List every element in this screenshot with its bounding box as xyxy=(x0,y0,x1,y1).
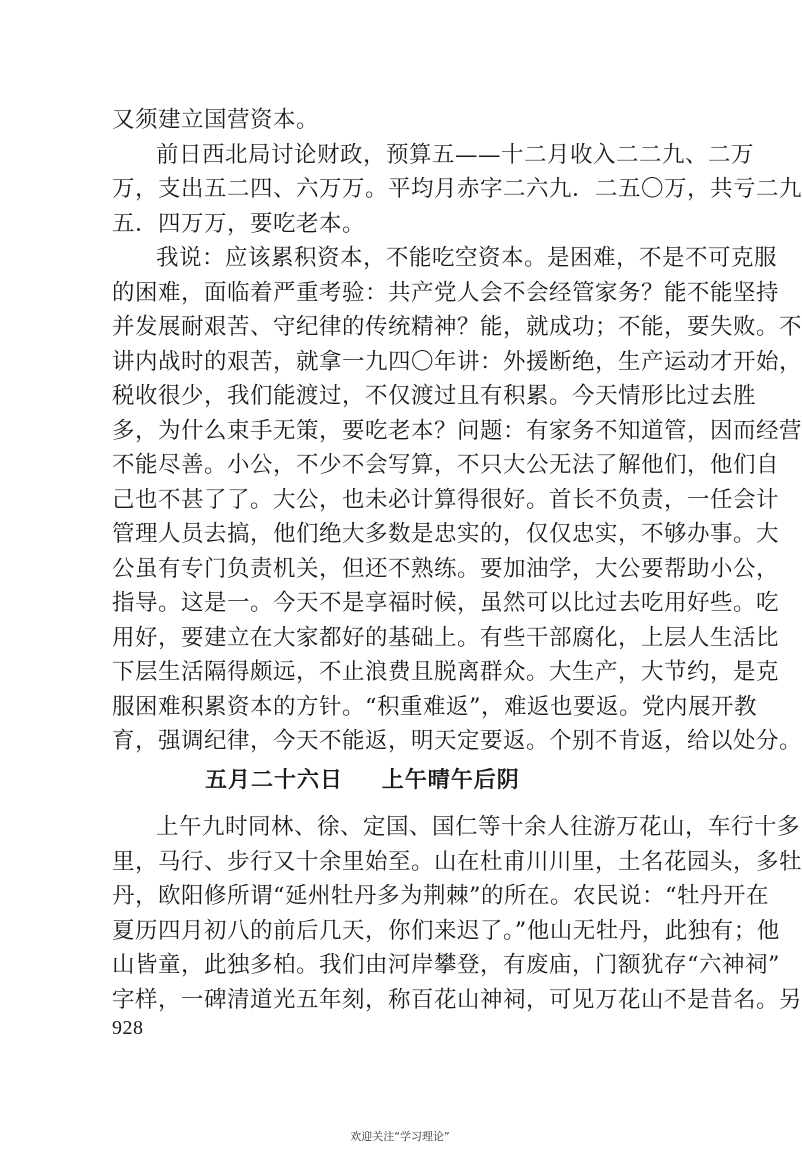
text-line: 多，为什么束手无策，要吃老本？问题：有家务不知道管，因而经营 xyxy=(112,417,802,444)
entry-weather: 上午晴午后阴 xyxy=(381,768,520,793)
text-line: 我说：应该累积资本，不能吃空资本。是困难，不是不可克服 xyxy=(156,245,778,271)
text-line: 又须建立国营资本。 xyxy=(112,107,320,133)
text-line: 税收很少，我们能渡过，不仅渡过且有积累。今天情形比过去胜 xyxy=(112,383,757,409)
text-line: 公虽有专门负责机关，但还不熟练。要加油学，大公要帮助小公， xyxy=(112,555,780,582)
text-line: 服困难积累资本的方针。“积重难返”，难返也要返。党内展开教 xyxy=(112,693,758,720)
text-line: 并发展耐艰苦、守纪律的传统精神？能，就成功；不能，要失败。不 xyxy=(112,314,802,340)
text-line: 指导。这是一。今天不是享福时候，虽然可以比过去吃用好些。吃 xyxy=(112,590,780,616)
text-line: 下层生活隔得颇远，不止浪费且脱离群众。大生产，大节约，是克 xyxy=(112,659,780,685)
footer-note: 欢迎关注“学习理论” xyxy=(350,1130,450,1143)
text-line: 字样，一碑清道光五年刻，称百花山神祠，可见万花山不是昔名。另 xyxy=(112,986,802,1013)
text-line: 五．四万万，要吃老本。 xyxy=(112,210,366,237)
page-number: 928 xyxy=(112,1017,144,1039)
text-line: 育，强调纪律，今天不能返，明天定要返。个别不肯返，给以处分。 xyxy=(112,728,802,754)
text-line: 万，支出五二四、六万万。平均月赤字二六九．二五〇万，共亏二九 xyxy=(112,176,802,202)
diary-entry-heading xyxy=(205,763,520,799)
text-line: 前日西北局讨论财政，预算五——十二月收入二二九、二万 xyxy=(156,141,755,168)
text-line: 的困难，面临着严重考验：共产党人会不会经管家务？能不能坚持 xyxy=(112,279,780,306)
text-line: 讲内战时的艰苦，就拿一九四〇年讲：外援断绝，生产运动才开始， xyxy=(112,348,802,375)
text-line: 用好，要建立在大家都好的基础上。有些干部腐化，上层人生活比 xyxy=(112,624,780,651)
entry-date: 五月二十六日 xyxy=(205,768,344,793)
text-line: 山皆童，此独多柏。我们由河岸攀登，有废庙，门额犹存“六神祠” xyxy=(112,952,781,978)
text-line: 里，马行、步行又十余里始至。山在杜甫川川里，土名花园头，多牡 xyxy=(112,848,802,875)
text-line: 丹，欧阳修所谓“延州牡丹多为荆棘”的所在。农民说：“牡丹开在 xyxy=(112,883,770,909)
text-line: 上午九时同林、徐、定国、国仁等十余人往游万花山，车行十多 xyxy=(156,814,801,840)
text-line: 管理人员去搞，他们绝大多数是忠实的，仅仅忠实，不够办事。大 xyxy=(112,521,780,547)
text-line: 夏历四月初八的前后几天，你们来迟了。”他山无牡丹，此独有；他 xyxy=(112,917,780,944)
text-line: 不能尽善。小公，不少不会写算，不只大公无法了解他们，他们自 xyxy=(112,452,780,478)
text-line: 己也不甚了了。大公，也未必计算得很好。首长不负责，一任会计 xyxy=(112,486,780,513)
